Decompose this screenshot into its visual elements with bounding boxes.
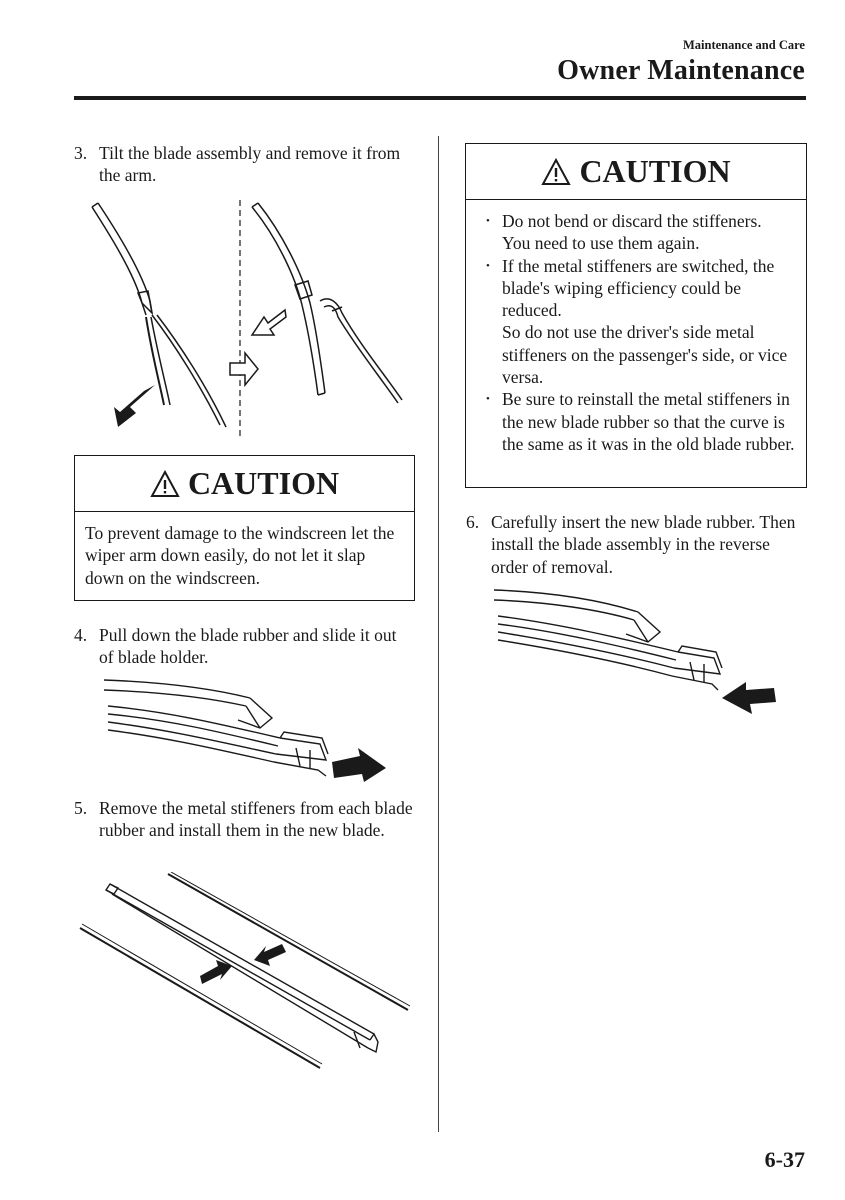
caution-bullet — [477, 388, 798, 455]
bullet-line: You need to use them again. — [502, 233, 700, 254]
step-number: 4. — [74, 625, 88, 645]
stiffeners-illustration — [78, 872, 418, 1074]
bullet-line: • Do not bend or discard the stiffeners. — [502, 211, 762, 231]
bullet-line: So do not use the driver's side metal stiffeners on the passenger's side, or vice versa. — [502, 322, 788, 388]
page-title: Owner Maintenance — [557, 55, 805, 86]
caution-bullet — [477, 210, 798, 255]
caution-title: CAUTION — [187, 465, 340, 501]
caution-body — [466, 200, 806, 455]
caution-header — [75, 456, 414, 512]
blade-rubber-insert-illustration — [490, 582, 790, 722]
bullet-line: • Be sure to reinstall the metal stiffeners in the new blade rubber so that the curve is the same as it was in the old blade rubber. — [502, 389, 795, 454]
warning-triangle-icon — [541, 158, 571, 186]
caution-bullet — [477, 255, 798, 389]
blade-rubber-slide-illustration — [100, 672, 400, 790]
step-6 — [466, 511, 806, 578]
caution-box — [465, 143, 807, 488]
caution-header — [466, 144, 806, 200]
bullet-line: • If the metal stiffeners are switched, the blade's wiping efficiency could be reduced. — [502, 255, 775, 321]
step-4 — [74, 624, 414, 669]
section-label: Maintenance and Care — [683, 38, 805, 52]
caution-box — [74, 455, 415, 601]
step-number: 6. — [466, 512, 480, 532]
step-5 — [74, 797, 414, 842]
caution-text: To prevent damage to the windscreen let the wiper arm down easily, do not let it slap down on the windscreen. — [85, 523, 395, 588]
step-text: Remove the metal stiffeners from each blade rubber and install them in the new blade. — [99, 798, 413, 841]
step-3 — [74, 142, 414, 187]
step-text: Pull down the blade rubber and slide it out of blade holder. — [99, 625, 397, 668]
page-number: 6-37 — [764, 1147, 805, 1172]
caution-title: CAUTION — [579, 153, 731, 189]
step-text: Tilt the blade assembly and remove it from the arm. — [99, 143, 401, 186]
header-rule — [74, 96, 806, 100]
column-divider — [438, 136, 439, 1132]
step-text: Carefully insert the new blade rubber. Then install the blade assembly in the reverse order of removal. — [491, 512, 796, 577]
step-number: 3. — [74, 143, 88, 163]
warning-triangle-icon — [150, 470, 180, 498]
caution-bullet-list — [477, 210, 798, 455]
wiper-tilt-illustration — [80, 195, 420, 445]
step-number: 5. — [74, 798, 88, 818]
